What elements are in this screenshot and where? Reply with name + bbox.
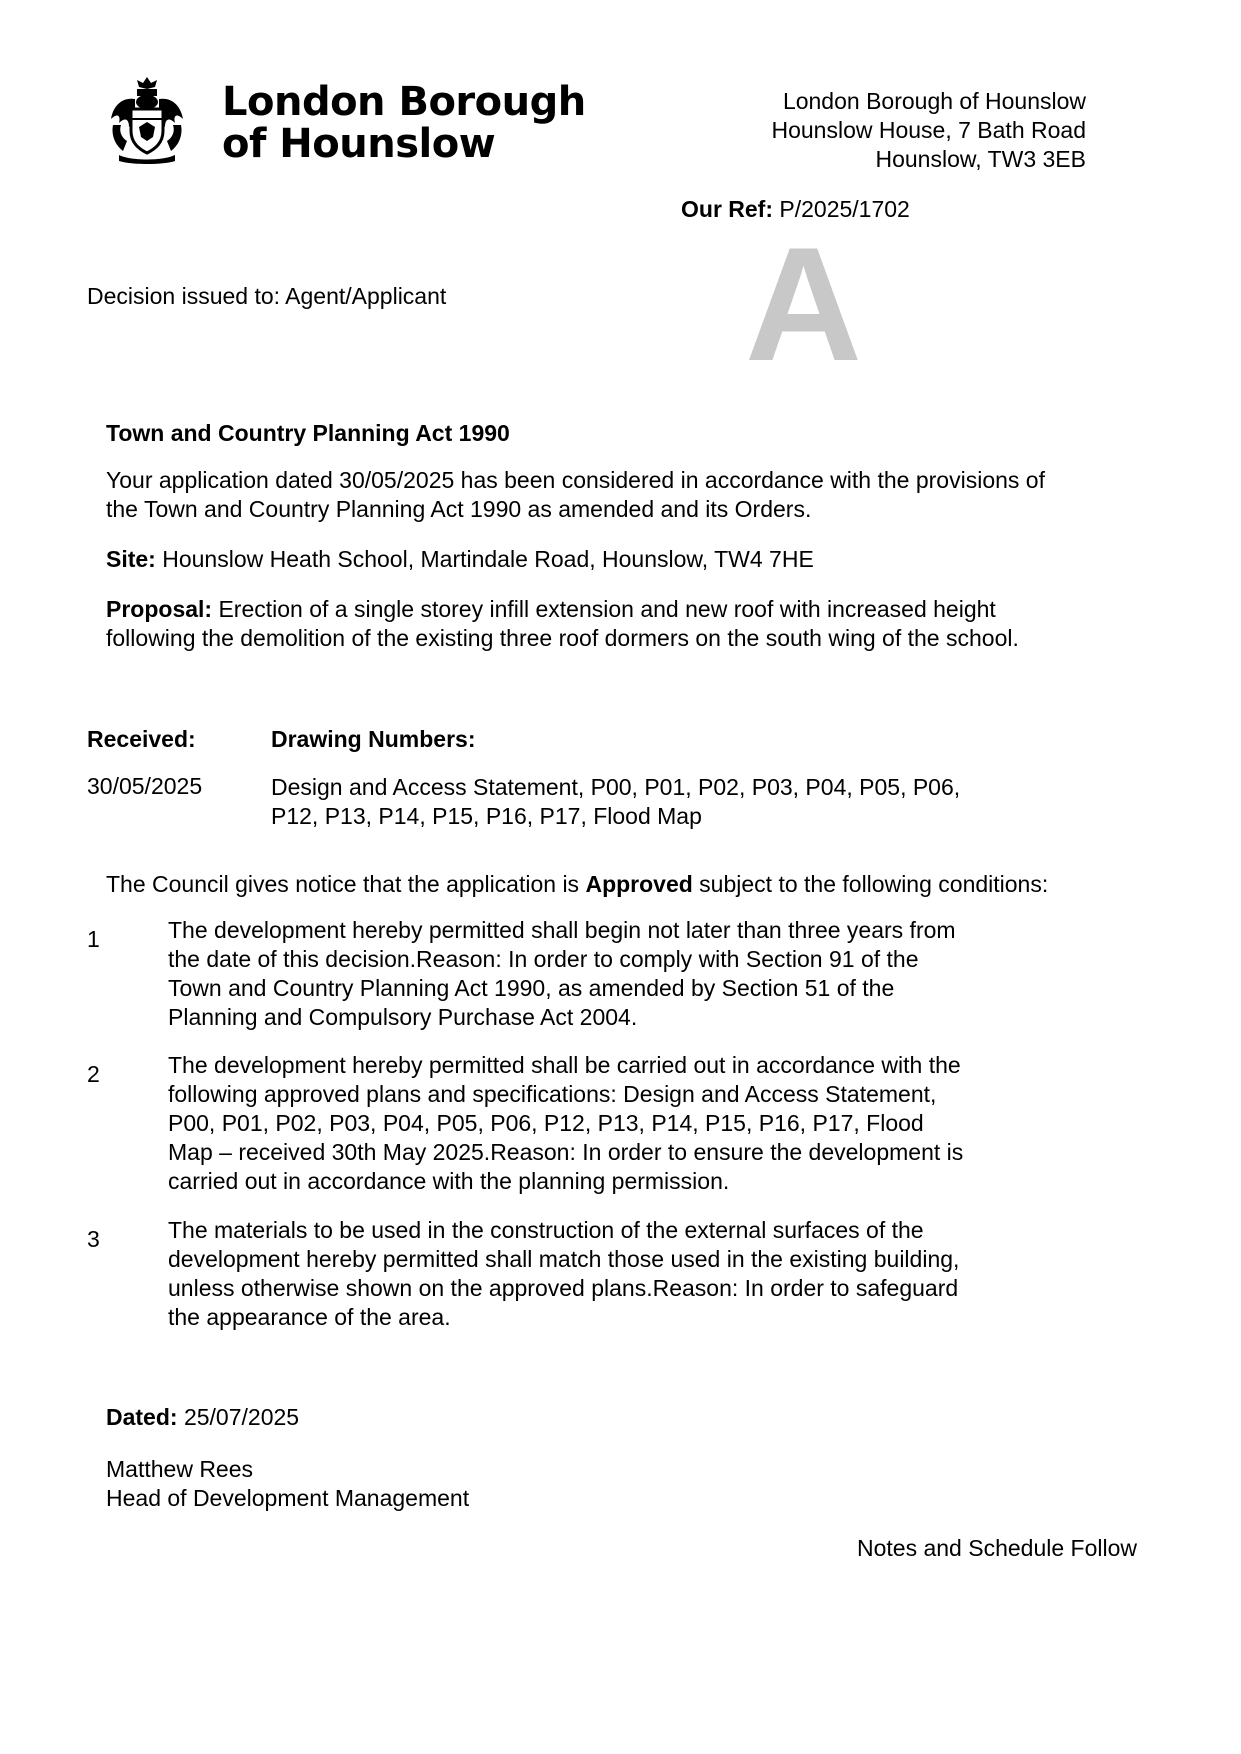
condition-line: P00, P01, P02, P03, P04, P05, P06, P12, P13, P14, P15, P16, P17, Flood	[168, 1110, 924, 1136]
site-paragraph	[106, 545, 1156, 574]
condition-line: Planning and Compulsory Purchase Act 2004.	[168, 1004, 638, 1030]
address-line3: Hounslow, TW3 3EB	[875, 146, 1086, 172]
decision-issued-to: Decision issued to: Agent/Applicant	[87, 283, 447, 309]
act-title: Town and Country Planning Act 1990	[106, 420, 510, 446]
condition-line: development hereby permitted shall match those used in the existing building,	[168, 1246, 960, 1272]
received-date: 30/05/2025	[87, 773, 203, 799]
condition-number: 1	[87, 926, 100, 952]
received-header: Received:	[87, 726, 196, 752]
condition-number: 2	[87, 1061, 100, 1087]
decision-date	[106, 1404, 299, 1431]
drawing-numbers-line: Design and Access Statement, P00, P01, P02, P03, P04, P05, P06,	[271, 774, 961, 800]
condition-line: the appearance of the area.	[168, 1304, 451, 1330]
condition-line: carried out in accordance with the planning permission.	[168, 1168, 730, 1194]
drawing-numbers-header: Drawing Numbers:	[271, 726, 476, 752]
condition-line: Town and Country Planning Act 1990, as amended by Section 51 of the	[168, 975, 895, 1001]
address-line2: Hounslow House, 7 Bath Road	[771, 117, 1086, 143]
council-address	[771, 87, 1086, 174]
decision-letter-mark: A	[745, 214, 862, 395]
logo-wordmark	[222, 81, 586, 165]
proposal-paragraph	[106, 595, 1156, 653]
footer-note: Notes and Schedule Follow	[857, 1535, 1137, 1561]
condition-number: 3	[87, 1226, 100, 1252]
intro-line: Your application dated 30/05/2025 has been considered in accordance with the provisions of	[106, 467, 1045, 493]
dated-value: 25/07/2025	[177, 1404, 300, 1430]
condition-line: unless otherwise shown on the approved plans.Reason: In order to safeguard	[168, 1275, 959, 1301]
signatory	[106, 1455, 469, 1513]
our-ref-value: P/2025/1702	[779, 196, 910, 222]
decision-status: Approved	[585, 871, 693, 897]
notice-text: subject to the following conditions:	[692, 871, 1049, 897]
condition-line: The development hereby permitted shall begin not later than three years from	[168, 917, 956, 943]
logo-text-line1: London Borough	[222, 79, 586, 125]
intro-paragraph	[106, 466, 1156, 524]
proposal-line: following the demolition of the existing three roof dormers on the south wing of the school.	[106, 625, 1019, 651]
site-label: Site:	[106, 546, 156, 572]
coat-of-arms-icon	[107, 75, 187, 165]
signatory-name: Matthew Rees	[106, 1456, 254, 1482]
address-line1: London Borough of Hounslow	[782, 88, 1086, 114]
condition-line: the date of this decision.Reason: In order to comply with Section 91 of the	[168, 946, 919, 972]
intro-line: the Town and Country Planning Act 1990 as amended and its Orders.	[106, 496, 812, 522]
condition-line: The development hereby permitted shall be carried out in accordance with the	[168, 1052, 961, 1078]
council-logo	[107, 75, 586, 175]
proposal-line: Erection of a single storey infill extension and new roof with increased height	[212, 596, 996, 622]
logo-text-line2: of Hounslow	[222, 121, 496, 167]
our-ref-label: Our Ref:	[681, 196, 773, 222]
site-value: Hounslow Heath School, Martindale Road, Hounslow, TW4 7HE	[155, 546, 814, 572]
condition-line: following approved plans and specifications: Design and Access Statement,	[168, 1081, 937, 1107]
condition-text	[168, 1051, 1068, 1196]
notice-text: The Council gives notice that the application is	[106, 871, 586, 897]
condition-text	[168, 1216, 1068, 1332]
decision-notice	[106, 871, 1048, 898]
proposal-label: Proposal:	[106, 596, 213, 622]
condition-text	[168, 916, 1068, 1032]
drawing-numbers-list	[271, 773, 960, 831]
signatory-title: Head of Development Management	[106, 1485, 470, 1511]
drawing-numbers-line: P12, P13, P14, P15, P16, P17, Flood Map	[271, 803, 702, 829]
condition-line: The materials to be used in the construction of the external surfaces of the	[168, 1217, 924, 1243]
dated-label: Dated:	[106, 1404, 178, 1430]
condition-line: Map – received 30th May 2025.Reason: In order to ensure the development is	[168, 1139, 964, 1165]
